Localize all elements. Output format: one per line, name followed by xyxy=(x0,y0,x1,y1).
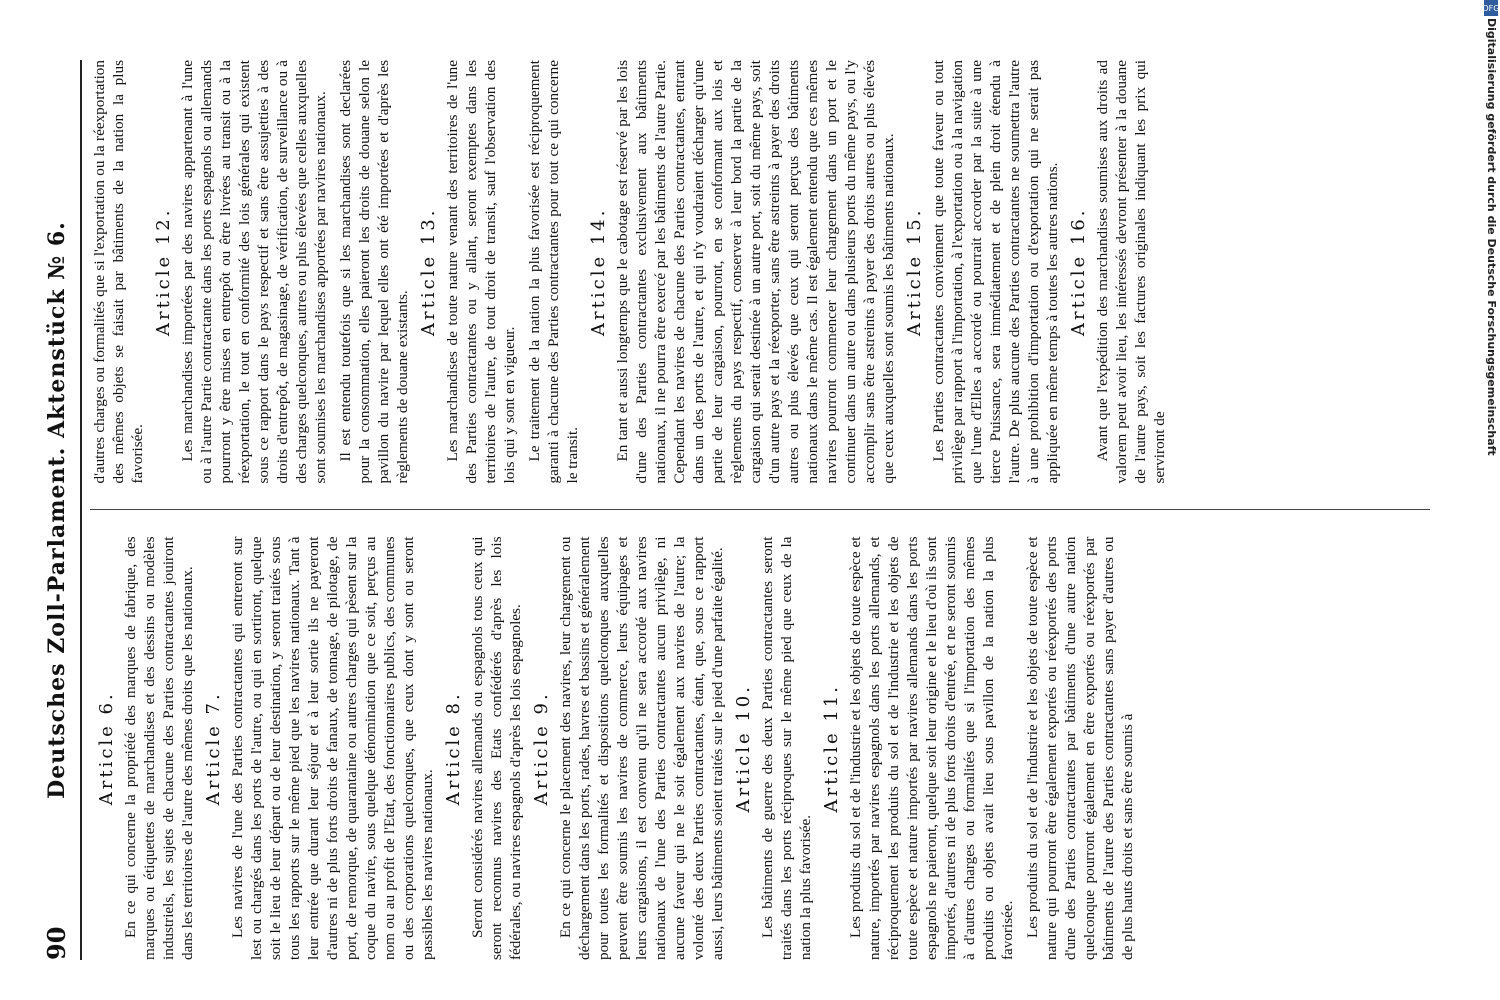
article xyxy=(1068,60,1169,484)
article-heading: Article 6. xyxy=(96,691,117,806)
article xyxy=(531,537,727,961)
article-paragraph: Il est entendu toutefois que si les marchandises sont declarées pour la consommation, elles paieront les droits de douane selon le pavillon du navire par lequel elles ont été importées et d'après les règlements de douane existants. xyxy=(337,60,411,484)
article-heading: Article 13. xyxy=(418,207,439,336)
article-paragraph: En ce qui concerne la propriété des marques de fabrique, des marques ou étiquettes de marchandises et des dessins ou modèles industriels, les sujets de chacune des Parties contractantes jouiront dans les territoires de l'autre des mêmes droits que les nationaux. xyxy=(122,536,196,960)
article-heading: Article 16. xyxy=(1068,207,1089,336)
article-paragraph: Les marchandises de toute nature venant des territoires de l'une des Parties contractantes ou y allant, seront exemptes dans les territoires de l'autre, de tout droit de transit, sauf l'observation des lois qui y sont en vigueur. xyxy=(444,60,518,484)
page-number: 90 xyxy=(42,926,71,960)
article-paragraph: Les produits du sol et de l'industrie et les objets de toute espèce et nature, importés par navires espagnols dans les ports allemands, et réciproquement les produits du sol et de l'industrie et les objets de toute espèce et nature importés par navires allemands dans les ports espagnols ne paieront, quelque soit leur origine et le lieu d'où ils sont importés, d'autres ni de plus forts droits d'entrée, et ne seront soumis à d'autres charges ou formalités que si l'importation des mêmes produits ou objets avait lieu sous pavillon de la nation la plus favorisée. xyxy=(847,536,1016,960)
dfg-logo: DFG xyxy=(1484,0,1498,16)
continued-paragraph: d'autres charges ou formalités que si l'exportation ou la réexportation des mêmes objets se faisait par bâtiments de la nation la plus favorisée. xyxy=(91,60,146,484)
article xyxy=(588,60,898,484)
article xyxy=(203,537,437,961)
article xyxy=(96,537,197,961)
article-heading: Article 12. xyxy=(153,207,174,336)
article-paragraph: En ce qui concerne le placement des navires, leur chargement ou déchargement dans les ports, rades, havres et bassins et généralement pour toutes les formalités et dispositions quelconques auxquelles peuvent être soumis les navires de commerce, leurs équipages et leurs cargaisons, il est convenu qu'il ne sera accordé aux navires nationaux de l'une des Parties contractantes aucun privilège, ni aucune faveur qui ne le soit également aux navires de l'autre; la volonté des deux Parties contractantes, étant, que, sous ce rapport aussi, leurs bâtiments soient traités sur le pied d'une parfaite égalité. xyxy=(557,536,726,960)
text-columns xyxy=(90,60,1430,960)
article-paragraph: Les produits du sol et de l'industrie et les objets de toute espèce et nature qui pourront être également exportés ou réexportés des ports d'une des Parties contractantes par bâtiments d'une autre nation quelconque pourront également en être exportés ou réexportés par bâtiments de l'autre des Parties contractantes sans payer d'autres ou de plus hauts droits et sans être soumis à xyxy=(1024,536,1136,960)
article xyxy=(733,537,815,961)
article-paragraph: Les Parties contractantes conviennent que toute faveur ou tout privilège par rapport à l'importation, à l'exportation ou à la navigation que l'une d'Elles a accordé ou pourrait accorder par la suite à une tierce Puissance, sera immédiatement et de plein droit étendu à l'autre. De plus aucune des Parties contractantes ne soumettra l'autre à une prohibition d'importation ou d'exportation qui ne serait pas appliquée en même temps à toutes les autres nations. xyxy=(930,60,1061,484)
article-paragraph: Les navires de l'une des Parties contractantes qui entreront sur lest ou chargés dans les ports de l'autre, ou qui en sortiront, quelque soit le lieu de leur départ ou de leur destination, y seront traités sous tous les rapports sur le même pied que les navires nationaux. Tant à leur entrée que durant leur séjour et à leur sortie ils ne payeront d'autres ni de plus forts droits de fanaux, de tonnage, de pilotage, de port, de remorque, de quarantaine ou autres charges qui pèsent sur la coque du navire, sous quelque dénomination que ce soit, perçus au nom ou au profit de l'Etat, des fonctionnaires publics, des communes ou des corporations quelconques, que ceux dont y sont ou seront passibles les navires nationaux. xyxy=(229,536,436,960)
article-heading: Article 14. xyxy=(588,207,609,336)
page-header xyxy=(42,60,78,960)
running-title: Deutsches Zoll-Parlament. Aktenstück № 6. xyxy=(44,221,70,799)
header-rule xyxy=(80,60,82,960)
right-column xyxy=(90,60,1430,484)
article xyxy=(904,60,1062,484)
article-paragraph: Les bâtiments de guerre des deux Parties contractantes seront traités dans les ports réciproques sur le même pied que ceux de la nation la plus favorisée. xyxy=(759,536,814,960)
article-heading: Article 15. xyxy=(904,207,925,336)
article xyxy=(153,60,412,484)
article-heading: Article 10. xyxy=(733,684,754,813)
article-paragraph: Le traitement de la nation la plus favorisée est réciproquement garanti à chacune des Parties contractantes pour tout ce qui concerne le transit. xyxy=(526,60,581,484)
article xyxy=(418,60,582,484)
article-paragraph: Les marchandises importées par des navires appartenant à l'une ou à l'autre Partie contractante dans les ports espagnols ou allemands pourront y être mises en entrepôt ou être livrées au transit ou à la réexportation, le tout en conformité des lois générales qui existent sous ce rapport dans le pays respectif et sans être assujetties à des droits d'entrepôt, de magasinage, de vérification, de surveillance ou à des charges quelconques, autres ou plus élevées que celles auxquelles sont soumises les marchandises apportées par navires nationaux. xyxy=(179,60,329,484)
article xyxy=(443,537,525,961)
digitization-credit xyxy=(1482,0,1500,1000)
column-divider xyxy=(90,510,1430,511)
article-paragraph: Avant que l'expédition des marchandises soumises aux droits ad valorem peut avoir lieu, les intéressés devront présenter à la douane de l'autre pays, soit les factures originales indiquant les prix qui serviront de xyxy=(1094,60,1168,484)
article-heading: Article 11. xyxy=(821,684,842,813)
article-paragraph: En tant et aussi longtemps que le cabotage est réservé par les lois d'une des Parties contractantes exclusivement aux bâtiments nationaux, il ne pourra être exercé par les bâtiments de l'autre Partie. Cependant les navires de chacune des Parties contractantes, entrant dans un des ports de l'autre, et qui n'y voudraient décharger qu'une partie de leur cargaison, pourront, en se conformant aux lois et règlements du pays respectif, conserver à leur bord la partie de la cargaison qui serait destinée à un autre port, soit du même pays, soit d'un autre pays et la réexporter, sans être astreints à payer des droits autres ou plus élevés que ceux qui seront perçus des bâtiments nationaux dans le même cas. Il est également entendu que ces mêmes navires pourront commencer leur chargement dans un port et le continuer dans un autre ou dans plusieurs ports du même pays, ou l'y accomplir sans être astreints à payer des droits autres ou plus élevés que ceux auxquelles sont soumis les bâtiments nationaux. xyxy=(614,60,897,484)
left-column xyxy=(90,537,1430,961)
article-heading: Article 8. xyxy=(443,691,464,806)
digitization-note: Digitalisierung gefördert durch die Deutsche Forschungsgemeinschaft xyxy=(1485,18,1498,456)
article-heading: Article 7. xyxy=(203,691,224,806)
article-paragraph: Seront considérés navires allemands ou espagnols tous ceux qui seront reconnus navires des Etats confédérés d'après les lois fédérales, ou navires espagnols d'après les lois espagnoles. xyxy=(469,536,524,960)
article-heading: Article 9. xyxy=(531,691,552,806)
article xyxy=(821,537,1137,961)
